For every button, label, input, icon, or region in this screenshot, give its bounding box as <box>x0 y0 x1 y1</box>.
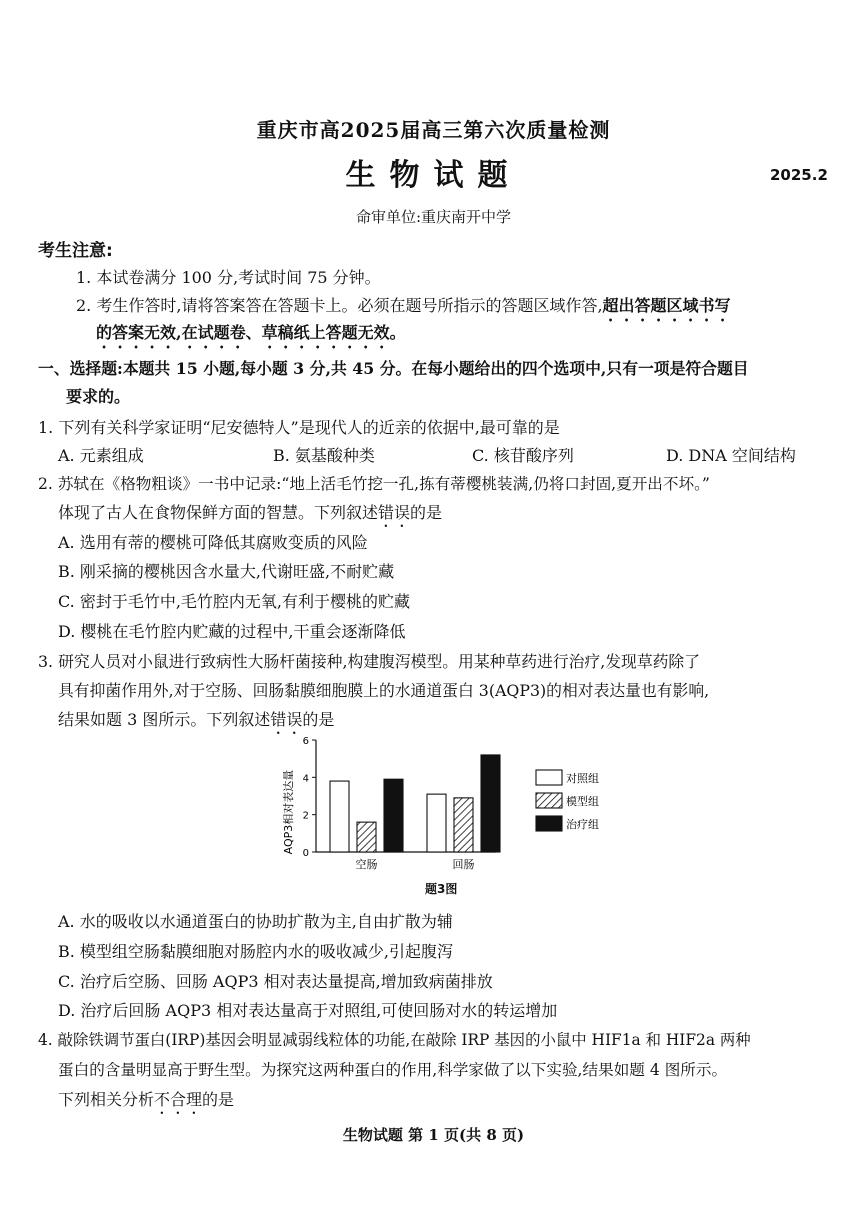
q3-option-c: C. 治疗后空肠、回肠 AQP3 相对表达量提高,增加致病菌排放 <box>58 972 493 991</box>
q2-option-a: A. 选用有蒂的樱桃可降低其腐败变质的风险 <box>58 533 368 552</box>
q2-stem-2-pre: 体现了古人在食物保鲜方面的智慧。下列叙述 <box>58 503 379 522</box>
q1-option-d: D. DNA 空间结构 <box>666 446 796 465</box>
bar-模型组-空肠 <box>357 822 376 852</box>
q2-stem-2 <box>58 500 442 531</box>
y-tick-label: 6 <box>302 736 309 747</box>
bar-对照组-空肠 <box>330 781 349 852</box>
exam-title: 重庆市高2025届高三第六次质量检测 <box>256 118 611 142</box>
q4-stem-3-key: 不合理 <box>154 1090 203 1109</box>
y-axis-label: AQP3相对表达量 <box>282 769 295 855</box>
q3-stem-2: 具有抑菌作用外,对于空肠、回肠黏膜细胞膜上的水通道蛋白 3(AQP3)的相对表达量也有影响, <box>58 681 710 700</box>
q2-option-b: B. 刚采摘的樱桃因含水量大,代谢旺盛,不耐贮藏 <box>58 562 395 581</box>
q4-stem-3 <box>58 1087 234 1118</box>
notice-item-2-emphasis: 超出答题区域书写 <box>602 296 731 315</box>
q4-stem-2: 蛋白的含量明显高于野生型。为探究这两种蛋白的作用,科学家做了以下实验,结果如题 4 图所示。 <box>58 1061 728 1079</box>
legend-swatch-对照组 <box>536 770 562 785</box>
bar-治疗组-回肠 <box>481 755 500 852</box>
section-heading-cont: 要求的。 <box>66 387 131 406</box>
exam-date: 2025.2 <box>770 166 828 184</box>
bar-模型组-回肠 <box>454 798 473 852</box>
y-tick-label: 4 <box>302 773 309 785</box>
legend-label: 对照组 <box>566 772 599 785</box>
setter-line: 命审单位:重庆南开中学 <box>355 208 512 226</box>
x-category-label: 回肠 <box>452 858 475 871</box>
notice-item-2-cont: 的答案无效,在试题卷、草稿纸上答题无效。 <box>96 323 406 342</box>
q2-stem-2-key: 错误 <box>378 503 411 522</box>
q1-option-c: C. 核苷酸序列 <box>472 446 574 465</box>
legend-swatch-治疗组 <box>536 816 562 831</box>
q2-stem-2-post: 的是 <box>410 503 443 522</box>
bar-对照组-回肠 <box>427 794 446 852</box>
legend-label: 治疗组 <box>566 818 599 831</box>
q1-option-a: A. 元素组成 <box>58 446 144 465</box>
figure-caption: 题3图 <box>425 882 458 896</box>
q3-stem-3-post: 的是 <box>302 710 335 729</box>
notice-heading: 考生注意: <box>38 241 113 261</box>
notice-item-1: 1. 本试卷满分 100 分,考试时间 75 分钟。 <box>76 268 381 287</box>
q4-stem-3-post: 的是 <box>202 1090 235 1109</box>
y-tick-label: 2 <box>302 810 309 822</box>
q2-option-d: D. 樱桃在毛竹腔内贮藏的过程中,干重会逐渐降低 <box>58 622 406 641</box>
subject-title: 生物试题 <box>345 158 522 193</box>
q1-stem: 1. 下列有关科学家证明“尼安德特人”是现代人的近亲的依据中,最可靠的是 <box>38 418 560 437</box>
q3-option-a: A. 水的吸收以水通道蛋白的协助扩散为主,自由扩散为辅 <box>58 912 453 931</box>
q3-stem-1: 3. 研究人员对小鼠进行致病性大肠杆菌接种,构建腹泻模型。用某种草药进行治疗,发现草药除了 <box>38 652 701 671</box>
notice-item-2-text: 2. 考生作答时,请将答案答在答题卡上。必须在题号所指示的答题区域作答, <box>76 296 603 315</box>
q3-stem-3-pre: 结果如题 3 图所示。下列叙述 <box>58 710 271 729</box>
bar-治疗组-空肠 <box>384 779 403 852</box>
q2-option-c: C. 密封于毛竹中,毛竹腔内无氧,有利于樱桃的贮藏 <box>58 592 411 611</box>
legend-swatch-模型组 <box>536 793 562 808</box>
q2-stem-1: 2. 苏轼在《格物粗谈》一书中记录:“地上活毛竹挖一孔,拣有蒂樱桃装满,仍将口封固,夏开出不坏。” <box>38 475 710 493</box>
q1-option-b: B. 氨基酸种类 <box>273 446 375 465</box>
q4-stem-1: 4. 敲除铁调节蛋白(IRP)基因会明显减弱线粒体的功能,在敲除 IRP 基因的小鼠中 HIF1a 和 HIF2a 两种 <box>38 1031 751 1049</box>
legend-label: 模型组 <box>566 795 599 808</box>
q4-stem-3-pre: 下列相关分析 <box>58 1090 155 1109</box>
page-footer: 生物试题 第 1 页(共 8 页) <box>342 1126 525 1144</box>
q3-stem-3-key: 错误 <box>270 710 303 729</box>
section-heading: 一、选择题:本题共 15 小题,每小题 3 分,共 45 分。在每小题给出的四个选项中,只有一项是符合题目 <box>38 359 749 378</box>
q3-option-d: D. 治疗后回肠 AQP3 相对表达量高于对照组,可使回肠对水的转运增加 <box>58 1001 558 1020</box>
y-tick-label: 0 <box>302 848 309 859</box>
q3-option-b: B. 模型组空肠黏膜细胞对肠腔内水的吸收减少,引起腹泻 <box>58 942 454 961</box>
x-category-label: 空肠 <box>355 858 378 871</box>
aqp3-bar-chart <box>270 728 630 876</box>
